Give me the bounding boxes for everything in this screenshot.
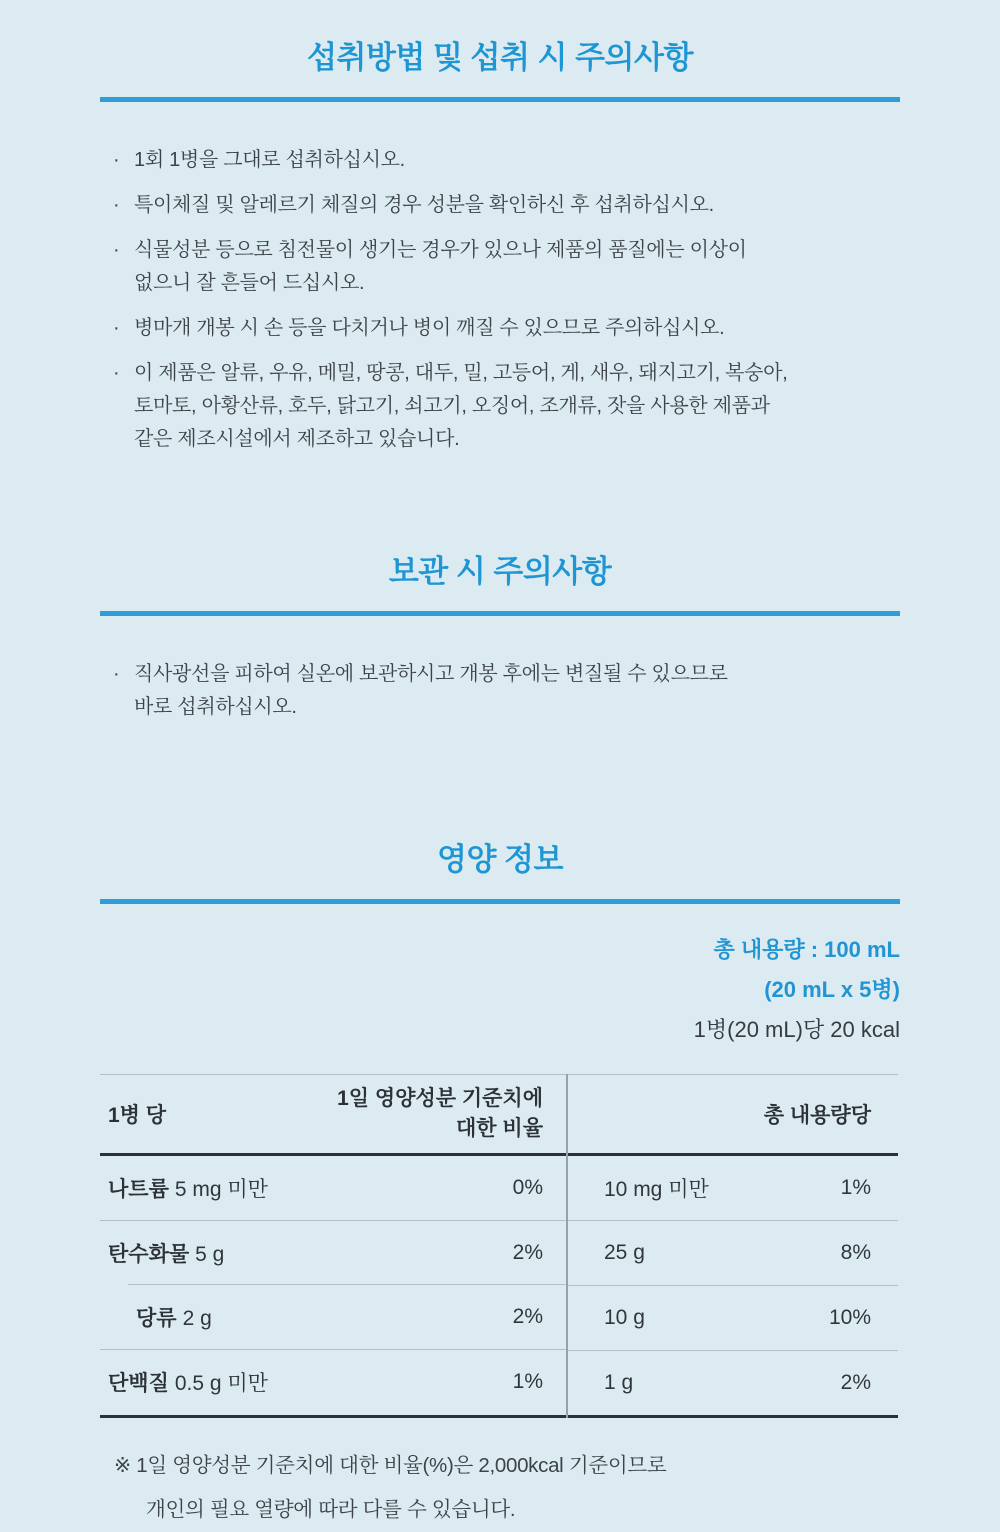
table-row [568, 1285, 898, 1350]
nutrition-table-per-total [568, 1074, 898, 1418]
nutrient-total-pct: 1% [840, 1176, 871, 1199]
bullet-text: 1회 1병을 그대로 섭취하십시오. [134, 149, 405, 171]
nutrient-amount: 2 g [182, 1307, 212, 1330]
bullet-text: 직사광선을 피하여 실온에 보관하시고 개봉 후에는 변질될 수 있으므로 [134, 663, 728, 685]
nutrient-total-amount: 10 g [604, 1306, 645, 1329]
bullet-text: 바로 섭취하십시오. [134, 696, 297, 718]
bullet-dot-icon: · [113, 663, 120, 685]
volume-detail-label: (20 mL x 5병) [764, 977, 900, 1002]
nutrient-amount: 5 g [195, 1243, 225, 1266]
nutrient-name: 탄수화물 [108, 1243, 190, 1266]
table-row [568, 1350, 898, 1415]
bullet-text: 같은 제조시설에서 제조하고 있습니다. [134, 428, 460, 450]
storage-bullet-list [100, 658, 900, 724]
nutrient-total-pct: 2% [840, 1371, 871, 1394]
list-item [100, 189, 900, 222]
nutrient-total-pct: 10% [828, 1306, 871, 1329]
section-divider [100, 611, 900, 616]
nutrient-name: 나트륨 [108, 1178, 169, 1201]
total-volume-label: 총 내용량 : 100 mL [713, 937, 900, 962]
bullet-dot-icon: · [113, 149, 120, 171]
intake-bullet-list [100, 144, 900, 456]
bullet-text: 식물성분 등으로 침전물이 생기는 경우가 있으나 제품의 품질에는 이상이 [134, 239, 747, 261]
nutrient-amount: 5 mg 미만 [174, 1178, 268, 1201]
serving-summary [100, 930, 900, 1050]
nutrient-cell [108, 1238, 224, 1268]
table-row [100, 1220, 566, 1285]
nutrition-table [100, 1074, 900, 1418]
table-row [568, 1220, 898, 1285]
bullet-text: 특이체질 및 알레르기 체질의 경우 성분을 확인하신 후 섭취하십시오. [134, 194, 714, 216]
nutrient-daily-pct: 2% [512, 1305, 543, 1328]
nutrient-cell [108, 1367, 268, 1397]
column-header-daily-pct [337, 1084, 543, 1144]
table-row [100, 1349, 566, 1414]
nutrient-total-amount: 10 mg 미만 [604, 1178, 709, 1201]
list-item [100, 312, 900, 345]
kcal-per-bottle-label: 1병(20 mL)당 20 kcal [693, 1017, 900, 1042]
daily-value-footnote [100, 1444, 900, 1532]
table-row [100, 1285, 566, 1349]
section-nutrition [100, 842, 900, 1532]
list-item [100, 357, 900, 456]
nutrient-amount: 0.5 g 미만 [174, 1372, 268, 1395]
nutrient-daily-pct: 2% [512, 1241, 543, 1264]
nutrition-table-per-bottle [100, 1074, 566, 1418]
table-header-row [568, 1075, 898, 1156]
nutrient-daily-pct: 1% [512, 1370, 543, 1393]
footnote-line: 개인의 필요 열량에 따라 다를 수 있습니다. [146, 1498, 516, 1521]
section-intake [100, 40, 900, 456]
bullet-text: 없으니 잘 흔들어 드십시오. [134, 272, 365, 294]
footnote-line: ※ 1일 영양성분 기준치에 대한 비율(%)은 2,000kcal 기준이므로 [114, 1454, 667, 1477]
nutrient-total-amount: 1 g [604, 1371, 634, 1394]
section-title-storage: 보관 시 주의사항 [388, 554, 612, 589]
section-storage [100, 554, 900, 724]
table-row [568, 1156, 898, 1220]
column-header-per-bottle: 1병 당 [108, 1104, 167, 1127]
column-header-daily-pct-line1: 1일 영양성분 기준치에 [337, 1087, 543, 1110]
list-item [100, 658, 900, 724]
bullet-text: 토마토, 아황산류, 호두, 닭고기, 쇠고기, 오징어, 조개류, 잣을 사용한 제품과 [134, 395, 770, 417]
bullet-dot-icon: · [113, 362, 120, 384]
column-header-daily-pct-line2: 대한 비율 [456, 1117, 543, 1140]
list-item [100, 234, 900, 300]
nutrient-cell [108, 1173, 268, 1203]
section-title-intake: 섭취방법 및 섭취 시 주의사항 [307, 40, 693, 75]
bullet-text: 이 제품은 알류, 우유, 메밀, 땅콩, 대두, 밀, 고등어, 게, 새우, 돼지고기, 복숭아, [134, 362, 788, 384]
info-panel [100, 0, 900, 1532]
list-item [100, 144, 900, 177]
bullet-dot-icon: · [113, 317, 120, 339]
section-divider [100, 899, 900, 904]
section-title-nutrition: 영양 정보 [437, 842, 563, 877]
column-header-per-total: 총 내용량당 [763, 1104, 871, 1127]
table-header-row [100, 1075, 566, 1156]
table-row [100, 1156, 566, 1220]
nutrient-total-amount: 25 g [604, 1241, 645, 1264]
nutrient-daily-pct: 0% [512, 1176, 543, 1199]
bullet-dot-icon: · [113, 239, 120, 261]
section-divider [100, 97, 900, 102]
bullet-dot-icon: · [113, 194, 120, 216]
nutrient-total-pct: 8% [840, 1241, 871, 1264]
bullet-text: 병마개 개봉 시 손 등을 다치거나 병이 깨질 수 있으므로 주의하십시오. [134, 317, 725, 339]
nutrient-name: 당류 [136, 1307, 177, 1330]
nutrient-cell [136, 1302, 212, 1332]
nutrient-name: 단백질 [108, 1372, 169, 1395]
